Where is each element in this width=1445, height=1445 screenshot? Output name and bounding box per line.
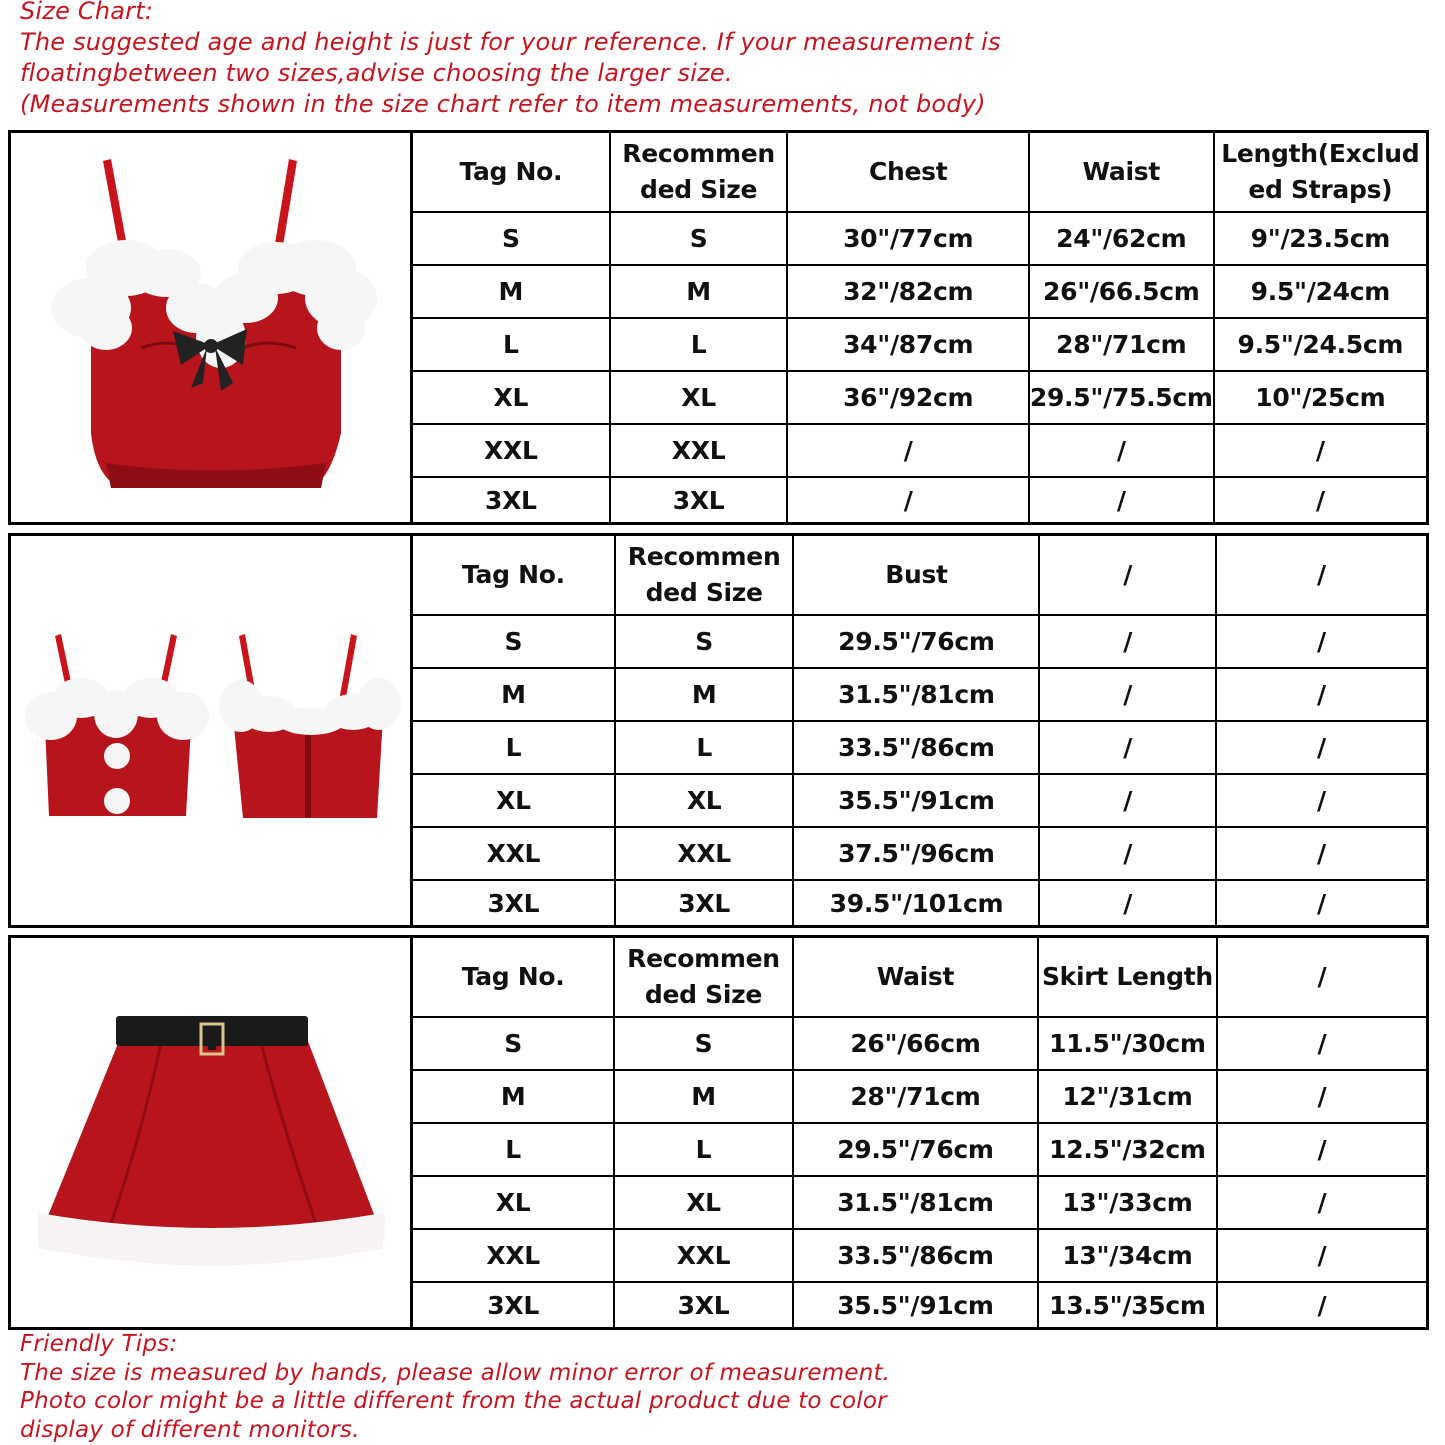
- cell: /: [1217, 1229, 1426, 1282]
- intro-line: floatingbetween two sizes,advise choosing the larger size.: [20, 59, 733, 87]
- cell: 33.5"/86cm: [793, 1229, 1038, 1282]
- cell: 13.5"/35cm: [1038, 1282, 1217, 1328]
- cell: /: [1214, 424, 1426, 477]
- cell: M: [413, 265, 610, 318]
- cell: 13"/34cm: [1038, 1229, 1217, 1282]
- header-cell: Recommen ded Size: [615, 536, 794, 615]
- cell: S: [610, 212, 788, 265]
- table-row: [413, 371, 1426, 424]
- product-photo-bra-top: [11, 133, 413, 522]
- cell: 11.5"/30cm: [1038, 1017, 1217, 1070]
- intro-line: (Measurements shown in the size chart refer to item measurements, not body): [20, 90, 986, 118]
- friendly-tips: [20, 1330, 890, 1444]
- table-row: [413, 880, 1426, 926]
- cell: 37.5"/96cm: [793, 827, 1039, 880]
- cell: 10"/25cm: [1214, 371, 1426, 424]
- cell: 34"/87cm: [787, 318, 1028, 371]
- cell: /: [1029, 424, 1214, 477]
- cell: 36"/92cm: [787, 371, 1028, 424]
- cell: XXL: [615, 827, 794, 880]
- cell: S: [413, 615, 615, 668]
- bra-top-illustration: [11, 133, 410, 525]
- cell: 3XL: [413, 477, 610, 523]
- cell: /: [1217, 1282, 1426, 1328]
- tips-line: display of different monitors.: [20, 1416, 360, 1443]
- table-row: [413, 265, 1426, 318]
- intro-title: Size Chart:: [20, 0, 154, 25]
- header-cell: /: [1217, 938, 1426, 1017]
- cell: /: [1216, 668, 1426, 721]
- header-cell: /: [1216, 536, 1426, 615]
- cell: L: [610, 318, 788, 371]
- header-cell: Skirt Length: [1038, 938, 1217, 1017]
- cell: 13"/33cm: [1038, 1176, 1217, 1229]
- cell: 3XL: [614, 1282, 793, 1328]
- cell: 29.5"/76cm: [793, 615, 1039, 668]
- cell: /: [787, 424, 1028, 477]
- bra-front-back-illustration: [11, 536, 410, 928]
- cell: 33.5"/86cm: [793, 721, 1039, 774]
- cell: /: [1039, 827, 1216, 880]
- cell: XXL: [413, 1229, 614, 1282]
- cell: XXL: [610, 424, 788, 477]
- cell: L: [413, 721, 615, 774]
- skirt-illustration: [11, 938, 410, 1330]
- cell: M: [413, 1070, 614, 1123]
- cell: M: [614, 1070, 793, 1123]
- cell: 3XL: [413, 1282, 614, 1328]
- cell: L: [413, 1123, 614, 1176]
- cell: M: [615, 668, 794, 721]
- cell: 29.5"/76cm: [793, 1123, 1038, 1176]
- header-cell: /: [1039, 536, 1216, 615]
- size-block-top: [8, 130, 1429, 525]
- cell: /: [1217, 1176, 1426, 1229]
- cell: 26"/66.5cm: [1029, 265, 1214, 318]
- cell: L: [413, 318, 610, 371]
- cell: XL: [413, 1176, 614, 1229]
- table-row: [413, 668, 1426, 721]
- cell: XL: [614, 1176, 793, 1229]
- cell: S: [413, 212, 610, 265]
- table-row: [413, 721, 1426, 774]
- cell: /: [1214, 477, 1426, 523]
- tips-line: The size is measured by hands, please allow minor error of measurement.: [20, 1359, 891, 1386]
- cell: 28"/71cm: [793, 1070, 1038, 1123]
- tips-line: Photo color might be a little different from the actual product due to color: [20, 1388, 887, 1414]
- size-table-top: [413, 133, 1426, 523]
- table-row: [413, 1282, 1426, 1328]
- cell: /: [1216, 615, 1426, 668]
- table-row: [413, 424, 1426, 477]
- table-row: [413, 827, 1426, 880]
- cell: 9.5"/24.5cm: [1214, 318, 1426, 371]
- cell: XXL: [413, 827, 615, 880]
- size-block-skirt: [8, 935, 1429, 1330]
- header-cell: Tag No.: [413, 133, 610, 212]
- header-cell: Recommen ded Size: [614, 938, 793, 1017]
- size-table-skirt: [413, 938, 1426, 1328]
- header-cell: Tag No.: [413, 938, 614, 1017]
- cell: L: [614, 1123, 793, 1176]
- table-row: [413, 1070, 1426, 1123]
- cell: S: [614, 1017, 793, 1070]
- intro-line: The suggested age and height is just for your reference. If your measurement is: [20, 28, 1001, 56]
- cell: 3XL: [413, 880, 615, 926]
- cell: /: [1217, 1017, 1426, 1070]
- cell: 35.5"/91cm: [793, 774, 1039, 827]
- table-row: [413, 774, 1426, 827]
- cell: /: [1216, 774, 1426, 827]
- size-block-bust: [8, 533, 1429, 928]
- cell: 24"/62cm: [1029, 212, 1214, 265]
- cell: XXL: [413, 424, 610, 477]
- table-row: [413, 477, 1426, 523]
- table-row: [413, 1229, 1426, 1282]
- table-row: [413, 1123, 1426, 1176]
- cell: /: [1029, 477, 1214, 523]
- cell: /: [787, 477, 1028, 523]
- table-row: [413, 1017, 1426, 1070]
- cell: S: [413, 1017, 614, 1070]
- cell: /: [1216, 721, 1426, 774]
- cell: 9"/23.5cm: [1214, 212, 1426, 265]
- cell: /: [1217, 1070, 1426, 1123]
- cell: XXL: [614, 1229, 793, 1282]
- cell: 12"/31cm: [1038, 1070, 1217, 1123]
- cell: /: [1039, 880, 1216, 926]
- product-photo-bra-front-back: [11, 536, 413, 925]
- cell: /: [1216, 827, 1426, 880]
- cell: S: [615, 615, 794, 668]
- cell: M: [413, 668, 615, 721]
- table-row: [413, 615, 1426, 668]
- product-photo-skirt: [11, 938, 413, 1327]
- cell: 3XL: [610, 477, 788, 523]
- table-row: [413, 212, 1426, 265]
- cell: 29.5"/75.5cm: [1029, 371, 1214, 424]
- header-cell: Length(Exclud ed Straps): [1214, 133, 1426, 212]
- header-cell: Tag No.: [413, 536, 615, 615]
- table-row: [413, 318, 1426, 371]
- cell: /: [1217, 1123, 1426, 1176]
- cell: XL: [610, 371, 788, 424]
- cell: 12.5"/32cm: [1038, 1123, 1217, 1176]
- cell: 30"/77cm: [787, 212, 1028, 265]
- cell: L: [615, 721, 794, 774]
- cell: /: [1039, 774, 1216, 827]
- table-row: [413, 1176, 1426, 1229]
- cell: 31.5"/81cm: [793, 668, 1039, 721]
- intro-note: [20, 0, 1001, 120]
- cell: /: [1216, 880, 1426, 926]
- size-table-bust: [413, 536, 1426, 926]
- header-cell: Bust: [793, 536, 1039, 615]
- cell: 35.5"/91cm: [793, 1282, 1038, 1328]
- header-cell: Chest: [787, 133, 1028, 212]
- cell: XL: [413, 774, 615, 827]
- cell: /: [1039, 721, 1216, 774]
- cell: /: [1039, 615, 1216, 668]
- header-cell: Waist: [1029, 133, 1214, 212]
- cell: M: [610, 265, 788, 318]
- cell: XL: [615, 774, 794, 827]
- cell: 32"/82cm: [787, 265, 1028, 318]
- header-cell: Recommen ded Size: [610, 133, 788, 212]
- header-cell: Waist: [793, 938, 1038, 1017]
- cell: 31.5"/81cm: [793, 1176, 1038, 1229]
- cell: 28"/71cm: [1029, 318, 1214, 371]
- cell: /: [1039, 668, 1216, 721]
- tips-title: Friendly Tips:: [20, 1331, 178, 1357]
- cell: 9.5"/24cm: [1214, 265, 1426, 318]
- cell: 39.5"/101cm: [793, 880, 1039, 926]
- cell: 26"/66cm: [793, 1017, 1038, 1070]
- cell: 3XL: [615, 880, 794, 926]
- cell: XL: [413, 371, 610, 424]
